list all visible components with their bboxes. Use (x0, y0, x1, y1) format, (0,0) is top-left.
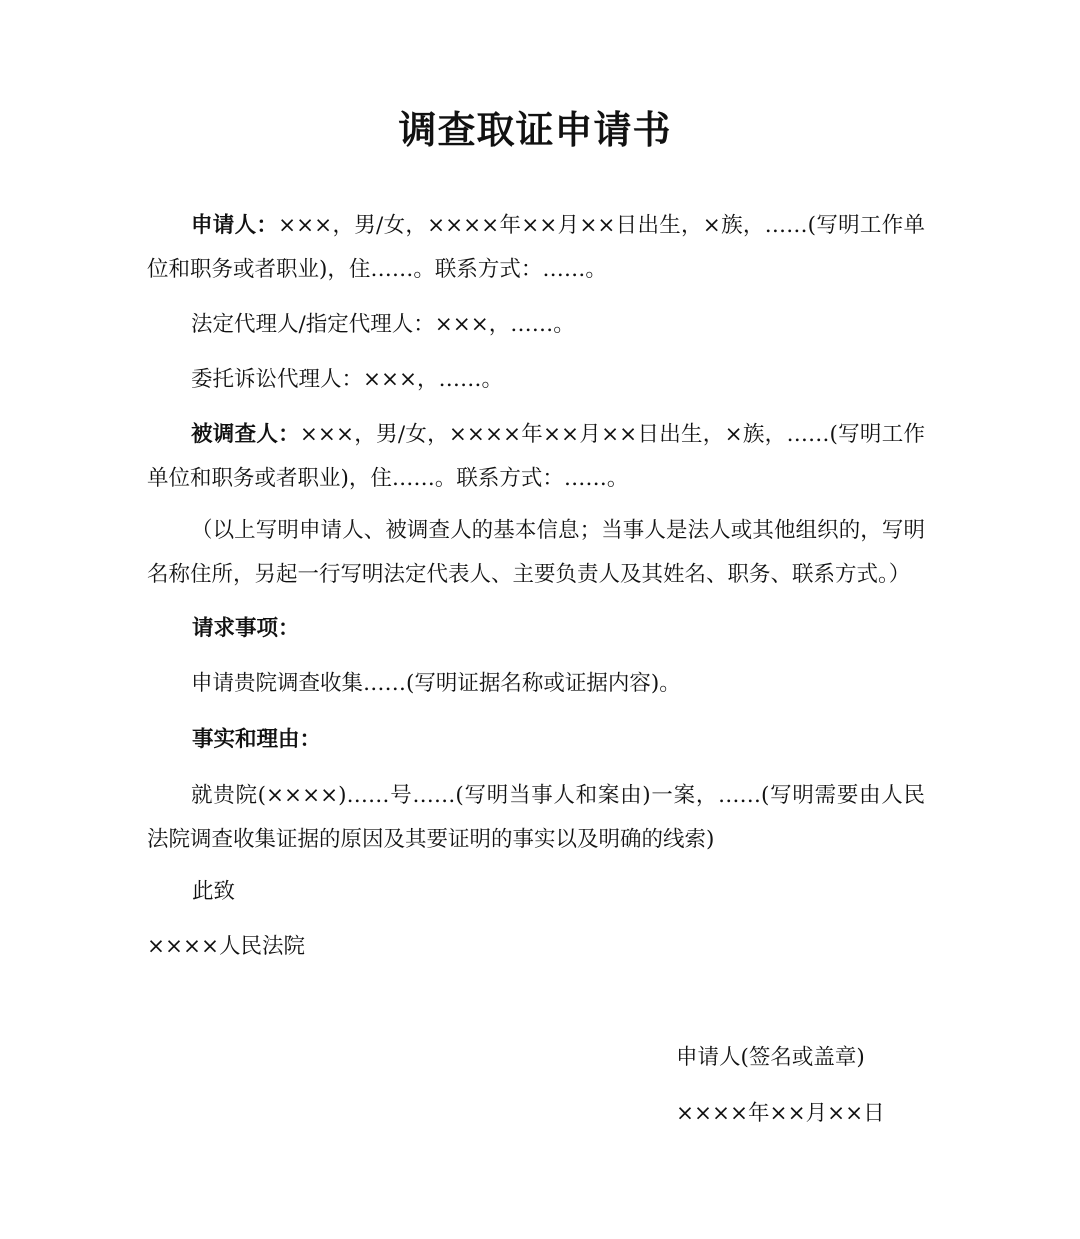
entrusted-agent-line: 委托诉讼代理人：×××，……。 (191, 367, 504, 392)
basic-info-note: （以上写明申请人、被调查人的基本信息；当事人是法人或其他组织的，写明名称住所，另起一行写明法定代表人、主要负责人及其姓名、职务、联系方式。） (147, 518, 925, 587)
applicant-paragraph (147, 204, 925, 292)
document-date: ××××年××月××日 (676, 1101, 885, 1126)
court-name: ××××人民法院 (147, 934, 306, 959)
facts-heading: 事实和理由： (192, 727, 322, 752)
respondent-paragraph (147, 413, 925, 501)
document-title: 调查取证申请书 (398, 108, 672, 152)
facts-text: 就贵院(××××)……号……(写明当事人和案由)一案，……(写明需要由人民法院调查收集证据的原因及其要证明的事实以及明确的线索) (147, 783, 925, 852)
applicant-signature: 申请人(签名或盖章) (676, 1045, 865, 1070)
respondent-label: 被调查人： (191, 422, 300, 447)
request-text: 申请贵院调查收集……(写明证据名称或证据内容)。 (191, 671, 681, 696)
legal-agent-line: 法定代理人/指定代理人：×××，……。 (191, 312, 575, 337)
request-heading: 请求事项： (192, 616, 300, 641)
salutation: 此致 (192, 879, 236, 904)
applicant-label: 申请人： (191, 213, 279, 238)
applicant-text: ×××，男/女，××××年××月××日出生，×族，……(写明工作单位和职务或者职业)，住……。联系方式：……。 (147, 213, 925, 282)
respondent-text: ×××，男/女，××××年××月××日出生，×族，……(写明工作单位和职务或者职业)，住……。联系方式：……。 (147, 422, 925, 491)
